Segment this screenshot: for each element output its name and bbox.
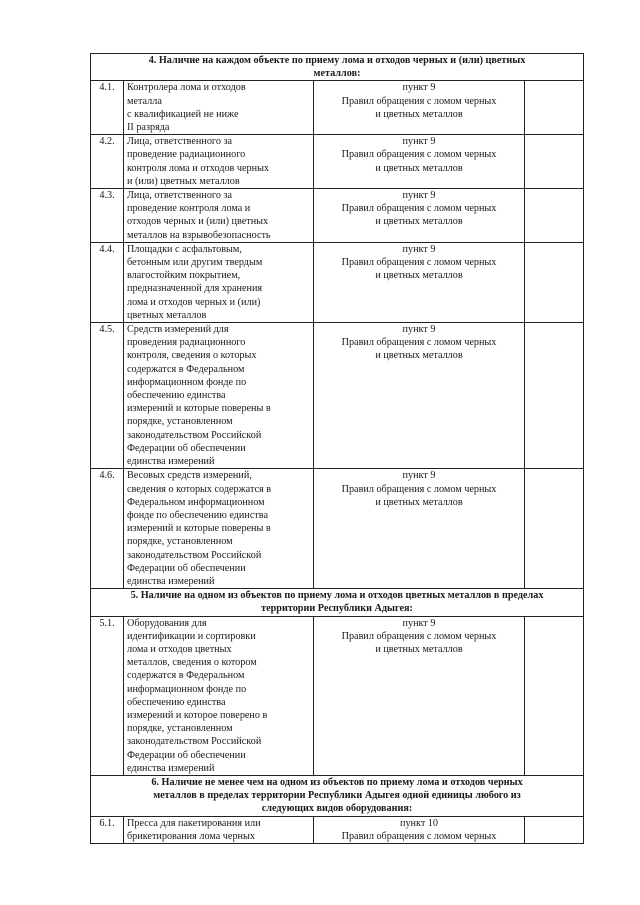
text-line: проведения радиационного xyxy=(127,337,246,349)
text-line: и (или) цветных металлов xyxy=(127,175,240,187)
text-line: и цветных металлов xyxy=(375,270,463,282)
section-title xyxy=(91,54,584,81)
text-line: пункт 10 xyxy=(400,817,438,829)
requirement-text xyxy=(124,81,314,135)
text-line: порядке, установленном xyxy=(127,723,233,735)
text-line: 5. Наличие на одном из объектов по приему лома и отходов цветных металлов в пределах xyxy=(130,590,544,602)
legal-reference xyxy=(314,616,525,775)
text-line: металлов: xyxy=(313,68,361,80)
table-body xyxy=(91,54,584,844)
empty-cell xyxy=(525,189,584,243)
table-row xyxy=(91,242,584,322)
text-line: обеспечению единства xyxy=(127,696,226,708)
section-header-row xyxy=(91,589,584,616)
section-title xyxy=(91,775,584,816)
text-line: Федерации об обеспечении xyxy=(127,442,246,454)
legal-reference xyxy=(314,242,525,322)
text-line: единства измерений xyxy=(127,456,215,468)
table-row xyxy=(91,469,584,589)
text-line: бетонным или другим твердым xyxy=(127,257,263,269)
text-line: 6. Наличие не менее чем на одном из объектов по приему лома и отходов черных xyxy=(151,776,523,788)
text-line: пункт 9 xyxy=(402,617,436,629)
requirement-text xyxy=(124,616,314,775)
text-line: с квалификацией не ниже xyxy=(127,108,239,120)
item-number: 6.1. xyxy=(91,816,124,843)
item-number: 5.1. xyxy=(91,616,124,775)
text-line: Контролера лома и отходов xyxy=(127,82,246,94)
legal-reference xyxy=(314,469,525,589)
legal-reference xyxy=(314,81,525,135)
text-line: лома и отходов черных и (или) xyxy=(127,296,261,308)
text-line: порядке, установленном xyxy=(127,536,233,548)
empty-cell xyxy=(525,242,584,322)
text-line: измерений и которые поверены в xyxy=(127,523,271,535)
text-line: влагостойким покрытием, xyxy=(127,270,241,282)
text-line: обеспечению единства xyxy=(127,390,226,402)
table-row xyxy=(91,616,584,775)
text-line: контроля, сведения о которых xyxy=(127,350,257,362)
empty-cell xyxy=(525,81,584,135)
text-line: 4. Наличие на каждом объекте по приему лома и отходов черных и (или) цветных xyxy=(148,55,526,66)
text-line: и цветных металлов xyxy=(375,643,463,655)
text-line: Правил обращения с ломом черных xyxy=(341,337,497,349)
text-line: Правил обращения с ломом черных xyxy=(341,257,497,269)
text-line: отходов черных и (или) цветных xyxy=(127,216,269,228)
item-number: 4.6. xyxy=(91,469,124,589)
section-title xyxy=(91,589,584,616)
text-line: металлов на взрывобезопасность xyxy=(127,229,271,241)
empty-cell xyxy=(525,816,584,843)
text-line: Оборудования для xyxy=(127,617,207,629)
table-row xyxy=(91,81,584,135)
text-line: металла xyxy=(127,95,162,107)
text-line: контроля лома и отходов черных xyxy=(127,162,270,174)
text-line: лома и отходов цветных xyxy=(127,643,232,655)
text-line: и цветных металлов xyxy=(375,162,463,174)
text-line: информационном фонде по xyxy=(127,376,247,388)
text-line: сведения о которых содержатся в xyxy=(127,483,272,495)
table-row xyxy=(91,189,584,243)
text-line: пункт 9 xyxy=(402,136,436,148)
text-line: идентификации и сортировки xyxy=(127,630,256,642)
section-header-row xyxy=(91,54,584,81)
legal-reference xyxy=(314,189,525,243)
text-line: металлов в пределах территории Республики Адыгея одной единицы любого из xyxy=(153,790,521,802)
empty-cell xyxy=(525,469,584,589)
text-line: единства измерений xyxy=(127,762,215,774)
text-line: законодательством Российской xyxy=(127,429,262,441)
text-line: пункт 9 xyxy=(402,324,436,336)
requirement-text xyxy=(124,469,314,589)
legal-reference xyxy=(314,323,525,469)
table-row xyxy=(91,135,584,189)
text-line: Средств измерений для xyxy=(127,324,229,336)
text-line: измерений и которое поверено в xyxy=(127,709,268,721)
text-line: порядке, установленном xyxy=(127,416,233,428)
text-line: и цветных металлов xyxy=(375,108,463,120)
requirements-table xyxy=(90,53,584,844)
text-line: Правил обращения с ломом черных xyxy=(341,149,497,161)
legal-reference xyxy=(314,816,525,843)
text-line: следующих видов оборудования: xyxy=(261,803,413,815)
text-line: Лица, ответственного за xyxy=(127,136,233,148)
text-line: содержатся в Федеральном xyxy=(127,363,245,375)
text-line: фонде по обеспечению единства xyxy=(127,509,269,521)
legal-reference xyxy=(314,135,525,189)
text-line: территории Республики Адыгея: xyxy=(261,603,413,615)
text-line: Правил обращения с ломом черных xyxy=(341,630,497,642)
text-line: измерений и которые поверены в xyxy=(127,403,271,415)
text-line: законодательством Российской xyxy=(127,736,262,748)
text-line: законодательством Российской xyxy=(127,549,262,561)
text-line: единства измерений xyxy=(127,575,215,587)
text-line: цветных металлов xyxy=(127,309,207,321)
text-line: металлов, сведения о котором xyxy=(127,657,257,669)
text-line: и цветных металлов xyxy=(375,496,463,508)
text-line: Правил обращения с ломом черных xyxy=(341,203,497,215)
text-line: и цветных металлов xyxy=(375,216,463,228)
item-number: 4.4. xyxy=(91,242,124,322)
text-line: пункт 9 xyxy=(402,82,436,94)
table-row xyxy=(91,816,584,843)
item-number: 4.5. xyxy=(91,323,124,469)
text-line: Федерации об обеспечении xyxy=(127,749,246,761)
requirement-text xyxy=(124,816,314,843)
text-line: проведение радиационного xyxy=(127,149,246,161)
text-line: Федеральном информационном xyxy=(127,496,265,508)
section-header-row xyxy=(91,775,584,816)
requirement-text xyxy=(124,242,314,322)
text-line: предназначенной для хранения xyxy=(127,283,263,295)
text-line: Весовых средств измерений, xyxy=(127,470,252,482)
text-line: пункт 9 xyxy=(402,243,436,255)
text-line: Федерации об обеспечении xyxy=(127,562,246,574)
text-line: II разряда xyxy=(127,122,170,134)
item-number: 4.3. xyxy=(91,189,124,243)
empty-cell xyxy=(525,616,584,775)
text-line: и цветных металлов xyxy=(375,350,463,362)
text-line: пункт 9 xyxy=(402,190,436,202)
text-line: пункт 9 xyxy=(402,470,436,482)
text-line: Площадки с асфальтовым, xyxy=(127,243,242,255)
text-line: Лица, ответственного за xyxy=(127,190,233,202)
text-line: Правил обращения с ломом черных xyxy=(341,95,497,107)
text-line: Пресса для пакетирования или xyxy=(127,817,261,829)
item-number: 4.1. xyxy=(91,81,124,135)
text-line: информационном фонде по xyxy=(127,683,247,695)
table-row xyxy=(91,323,584,469)
item-number: 4.2. xyxy=(91,135,124,189)
requirement-text xyxy=(124,323,314,469)
requirement-text xyxy=(124,189,314,243)
text-line: Правил обращения с ломом черных xyxy=(341,483,497,495)
text-line: содержатся в Федеральном xyxy=(127,670,245,682)
empty-cell xyxy=(525,323,584,469)
text-line: проведение контроля лома и xyxy=(127,203,251,215)
requirement-text xyxy=(124,135,314,189)
text-line: брикетирования лома черных xyxy=(127,830,255,842)
text-line: Правил обращения с ломом черных xyxy=(341,830,497,842)
empty-cell xyxy=(525,135,584,189)
